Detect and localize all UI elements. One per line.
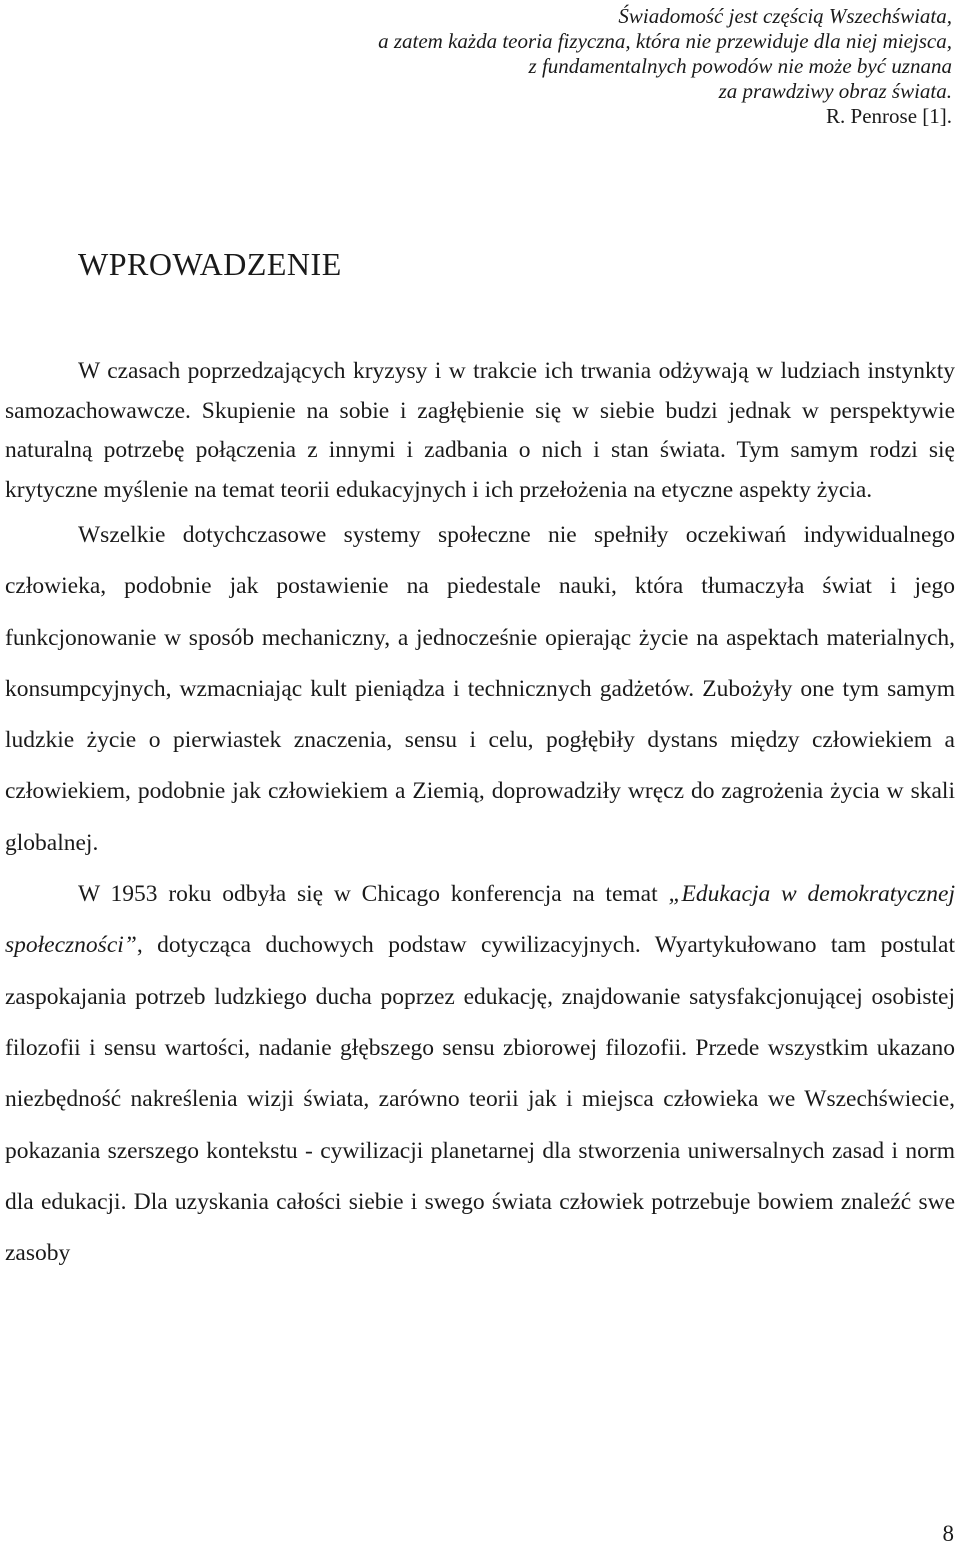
- section-heading: WPROWADZENIE: [78, 246, 342, 282]
- epigraph-line: za prawdziwy obraz świata.: [718, 79, 952, 103]
- paragraph-3-italic-title: „Edukacja w demokratycznej społeczności”: [5, 881, 955, 959]
- epigraph-author: R. Penrose [1].: [826, 104, 952, 128]
- paragraph-1: W czasach poprzedzających kryzysy i w trakcie ich trwania odżywają w ludziach instynkty samozachowawcze. Skupienie na sobie i zagłębienie się w siebie budzi jednak w perspektywie naturalną potrzebę połączenia z innymi i zadbania o nich i stan świata. Tym samym rodzi się krytyczne myślenie na temat teorii edukacyjnych i ich przełożenia na etyczne aspekty życia.: [5, 358, 955, 503]
- paragraph-3-text-continued: , dotycząca duchowych podstaw cywilizacyjnych. Wyartykułowano tam postulat zaspokajania potrzeb ludzkiego ducha poprzez edukację, znajdowanie satysfakcjonującej osobistej filozofii i sensu wartości, nadanie głębszego sensu zbiorowej filozofii. Przede wszystkim ukazano niezbędność nakreślenia wizji świata, zarówno teorii jak i miejsca człowieka we Wszechświecie, pokazania szerszego kontekstu - cywilizacji planetarnej dla stworzenia uniwersalnych zasad i norm dla edukacji. Dla uzyskania całości siebie i swego świata człowiek potrzebuje bowiem znaleźć swe zasoby: [5, 932, 955, 1267]
- epigraph-line: Świadomość jest częścią Wszechświata,: [618, 4, 952, 28]
- paragraph-2: Wszelkie dotychczasowe systemy społeczne nie spełniły oczekiwań indywidualnego człowieka, podobnie jak postawienie na piedestale nauki, która tłumaczyła świat i jego funkcjonowanie w sposób mechaniczny, a jednocześnie opierając życie na aspektach materialnych, konsumpcyjnych, wzmacniając kult pieniądza i technicznych gadżetów. Zubożyły one tym samym ludzkie życie o pierwiastek znaczenia, sensu i celu, pogłębiły dystans między człowiekiem a człowiekiem, podobnie jak człowiekiem a Ziemią, doprowadziły wręcz do zagrożenia życia w skali globalnej.: [5, 522, 955, 856]
- epigraph-line: a zatem każda teoria fizyczna, która nie przewiduje dla niej miejsca,: [378, 29, 952, 53]
- document-body: [5, 352, 955, 1279]
- page-number: 8: [942, 1521, 954, 1546]
- epigraph-line: z fundamentalnych powodów nie może być uznana: [528, 54, 952, 78]
- paragraph-3-text: W 1953 roku odbyła się w Chicago konferencja na temat: [78, 881, 669, 908]
- epigraph: [192, 4, 952, 129]
- paragraph-3: [5, 869, 955, 1279]
